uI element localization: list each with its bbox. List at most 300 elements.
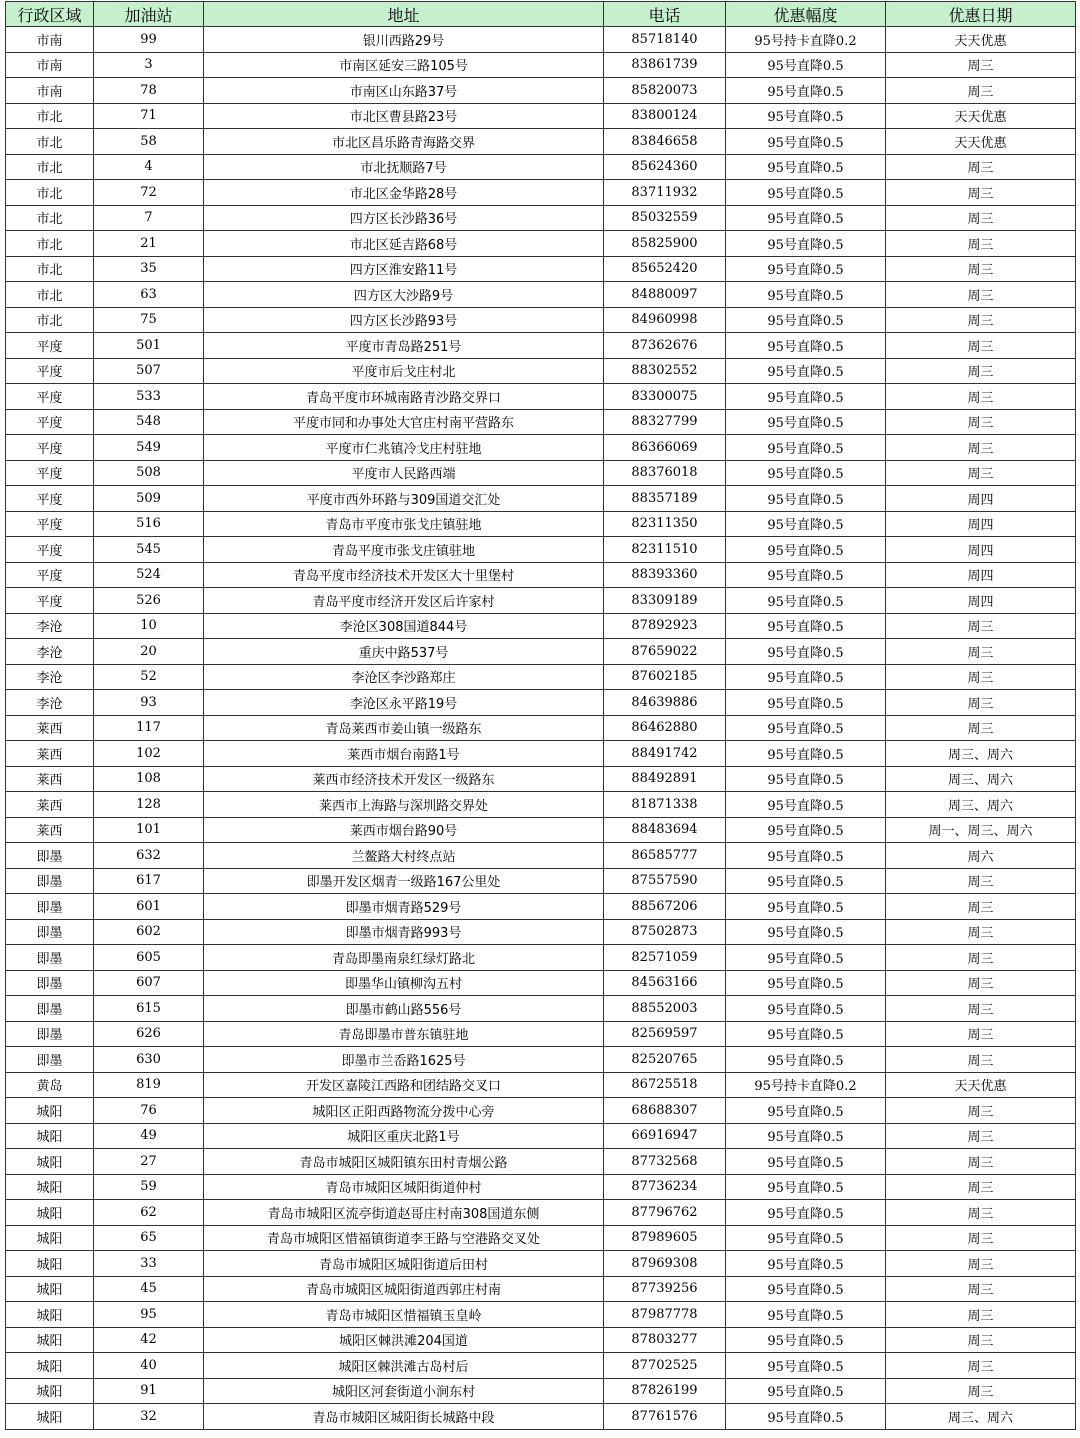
table-row xyxy=(6,537,1076,563)
date-cell: 周三 xyxy=(886,409,1076,435)
discount-cell: 95号直降0.5 xyxy=(726,817,886,843)
region-cell: 平度 xyxy=(6,358,94,384)
table-row xyxy=(6,690,1076,716)
station-cell: 526 xyxy=(94,588,204,614)
table-row xyxy=(6,358,1076,384)
station-cell: 549 xyxy=(94,435,204,461)
station-cell: 59 xyxy=(94,1174,204,1200)
phone-cell: 88302552 xyxy=(604,358,726,384)
discount-cell: 95号直降0.5 xyxy=(726,486,886,512)
discount-cell: 95号直降0.5 xyxy=(726,1149,886,1175)
discount-cell: 95号直降0.5 xyxy=(726,919,886,945)
date-cell: 周三 xyxy=(886,1047,1076,1073)
region-cell: 市南 xyxy=(6,27,94,53)
address-cell: 平度市后戈庄村北 xyxy=(204,358,604,384)
region-cell: 平度 xyxy=(6,537,94,563)
table-row xyxy=(6,792,1076,818)
phone-cell: 87557590 xyxy=(604,868,726,894)
discount-cell: 95号直降0.5 xyxy=(726,103,886,129)
table-row xyxy=(6,817,1076,843)
phone-cell: 87761576 xyxy=(604,1404,726,1430)
region-cell: 市北 xyxy=(6,103,94,129)
date-cell: 周三 xyxy=(886,715,1076,741)
table-row xyxy=(6,1149,1076,1175)
station-cell: 49 xyxy=(94,1123,204,1149)
region-cell: 城阳 xyxy=(6,1174,94,1200)
discount-cell: 95号直降0.5 xyxy=(726,460,886,486)
address-cell: 城阳区棘洪滩古岛村后 xyxy=(204,1353,604,1379)
address-cell: 平度市人民路西端 xyxy=(204,460,604,486)
phone-cell: 81871338 xyxy=(604,792,726,818)
station-cell: 21 xyxy=(94,231,204,257)
table-row xyxy=(6,894,1076,920)
table-row xyxy=(6,333,1076,359)
region-cell: 城阳 xyxy=(6,1098,94,1124)
station-cell: 509 xyxy=(94,486,204,512)
discount-cell: 95号持卡直降0.2 xyxy=(726,1072,886,1098)
station-cell: 548 xyxy=(94,409,204,435)
date-cell: 周三 xyxy=(886,1021,1076,1047)
station-cell: 128 xyxy=(94,792,204,818)
table-row xyxy=(6,27,1076,53)
phone-cell: 84563166 xyxy=(604,970,726,996)
date-cell: 周三、周六 xyxy=(886,766,1076,792)
phone-cell: 87892923 xyxy=(604,613,726,639)
date-cell: 周三 xyxy=(886,435,1076,461)
date-cell: 周三 xyxy=(886,78,1076,104)
discount-cell: 95号直降0.5 xyxy=(726,664,886,690)
date-cell: 周三 xyxy=(886,333,1076,359)
phone-cell: 87987778 xyxy=(604,1302,726,1328)
gas-station-discount-table xyxy=(5,1,1076,1430)
region-cell: 即墨 xyxy=(6,919,94,945)
table-row xyxy=(6,486,1076,512)
discount-cell: 95号直降0.5 xyxy=(726,282,886,308)
station-cell: 45 xyxy=(94,1276,204,1302)
discount-cell: 95号直降0.5 xyxy=(726,613,886,639)
date-cell: 周六 xyxy=(886,843,1076,869)
phone-cell: 88483694 xyxy=(604,817,726,843)
discount-cell: 95号直降0.5 xyxy=(726,868,886,894)
table-row xyxy=(6,384,1076,410)
discount-cell: 95号持卡直降0.2 xyxy=(726,27,886,53)
region-cell: 即墨 xyxy=(6,970,94,996)
address-cell: 重庆中路537号 xyxy=(204,639,604,665)
station-cell: 626 xyxy=(94,1021,204,1047)
discount-cell: 95号直降0.5 xyxy=(726,996,886,1022)
phone-cell: 85820073 xyxy=(604,78,726,104)
date-cell: 周三 xyxy=(886,154,1076,180)
table-row xyxy=(6,1276,1076,1302)
region-cell: 即墨 xyxy=(6,996,94,1022)
date-cell: 周三 xyxy=(886,256,1076,282)
date-cell: 周三 xyxy=(886,205,1076,231)
discount-cell: 95号直降0.5 xyxy=(726,639,886,665)
table-row xyxy=(6,1302,1076,1328)
discount-cell: 95号直降0.5 xyxy=(726,588,886,614)
phone-cell: 85652420 xyxy=(604,256,726,282)
station-cell: 63 xyxy=(94,282,204,308)
region-cell: 平度 xyxy=(6,460,94,486)
address-cell: 莱西市经济技术开发区一级路东 xyxy=(204,766,604,792)
address-cell: 青岛市平度市张戈庄镇驻地 xyxy=(204,511,604,537)
discount-cell: 95号直降0.5 xyxy=(726,78,886,104)
station-cell: 93 xyxy=(94,690,204,716)
region-cell: 平度 xyxy=(6,511,94,537)
address-cell: 平度市西外环路与309国道交汇处 xyxy=(204,486,604,512)
phone-cell: 85032559 xyxy=(604,205,726,231)
phone-cell: 83846658 xyxy=(604,129,726,155)
table-row xyxy=(6,919,1076,945)
region-cell: 平度 xyxy=(6,409,94,435)
discount-cell: 95号直降0.5 xyxy=(726,231,886,257)
phone-cell: 84639886 xyxy=(604,690,726,716)
phone-cell: 83711932 xyxy=(604,180,726,206)
table-row xyxy=(6,180,1076,206)
address-cell: 城阳区河套街道小涧东村 xyxy=(204,1378,604,1404)
address-cell: 四方区大沙路9号 xyxy=(204,282,604,308)
discount-cell: 95号直降0.5 xyxy=(726,333,886,359)
address-cell: 市南区延安三路105号 xyxy=(204,52,604,78)
station-cell: 630 xyxy=(94,1047,204,1073)
date-cell: 周三 xyxy=(886,1123,1076,1149)
phone-cell: 86366069 xyxy=(604,435,726,461)
discount-cell: 95号直降0.5 xyxy=(726,409,886,435)
phone-cell: 87732568 xyxy=(604,1149,726,1175)
discount-cell: 95号直降0.5 xyxy=(726,690,886,716)
header-station: 加油站 xyxy=(94,2,204,27)
region-cell: 莱西 xyxy=(6,792,94,818)
address-cell: 李沧区永平路19号 xyxy=(204,690,604,716)
date-cell: 周四 xyxy=(886,588,1076,614)
table-row xyxy=(6,945,1076,971)
table-row xyxy=(6,868,1076,894)
phone-cell: 84960998 xyxy=(604,307,726,333)
discount-cell: 95号直降0.5 xyxy=(726,358,886,384)
header-phone: 电话 xyxy=(604,2,726,27)
station-cell: 632 xyxy=(94,843,204,869)
date-cell: 周四 xyxy=(886,537,1076,563)
region-cell: 市北 xyxy=(6,282,94,308)
date-cell: 周三 xyxy=(886,282,1076,308)
discount-cell: 95号直降0.5 xyxy=(726,435,886,461)
date-cell: 周三 xyxy=(886,664,1076,690)
station-cell: 617 xyxy=(94,868,204,894)
region-cell: 市南 xyxy=(6,78,94,104)
table-row xyxy=(6,562,1076,588)
phone-cell: 83800124 xyxy=(604,103,726,129)
address-cell: 青岛市城阳区城阳街道西郭庄村南 xyxy=(204,1276,604,1302)
date-cell: 周三 xyxy=(886,1174,1076,1200)
discount-cell: 95号直降0.5 xyxy=(726,180,886,206)
table-row xyxy=(6,129,1076,155)
phone-cell: 87739256 xyxy=(604,1276,726,1302)
region-cell: 城阳 xyxy=(6,1302,94,1328)
station-cell: 101 xyxy=(94,817,204,843)
date-cell: 周三 xyxy=(886,1378,1076,1404)
discount-cell: 95号直降0.5 xyxy=(726,1378,886,1404)
address-cell: 四方区淮安路11号 xyxy=(204,256,604,282)
address-cell: 平度市仁兆镇冷戈庄村驻地 xyxy=(204,435,604,461)
address-cell: 即墨市鹤山路556号 xyxy=(204,996,604,1022)
station-cell: 58 xyxy=(94,129,204,155)
date-cell: 周三 xyxy=(886,1327,1076,1353)
station-cell: 545 xyxy=(94,537,204,563)
header-region: 行政区域 xyxy=(6,2,94,27)
table-row xyxy=(6,639,1076,665)
region-cell: 城阳 xyxy=(6,1225,94,1251)
date-cell: 周三 xyxy=(886,894,1076,920)
phone-cell: 87803277 xyxy=(604,1327,726,1353)
table-row xyxy=(6,970,1076,996)
discount-cell: 95号直降0.5 xyxy=(726,205,886,231)
table-row xyxy=(6,1404,1076,1430)
phone-cell: 82569597 xyxy=(604,1021,726,1047)
region-cell: 市南 xyxy=(6,52,94,78)
table-row xyxy=(6,664,1076,690)
address-cell: 李沧区李沙路郑庄 xyxy=(204,664,604,690)
date-cell: 周一、周三、周六 xyxy=(886,817,1076,843)
station-cell: 507 xyxy=(94,358,204,384)
region-cell: 李沧 xyxy=(6,613,94,639)
phone-cell: 68688307 xyxy=(604,1098,726,1124)
date-cell: 周三、周六 xyxy=(886,741,1076,767)
date-cell: 天天优惠 xyxy=(886,27,1076,53)
discount-cell: 95号直降0.5 xyxy=(726,256,886,282)
address-cell: 即墨开发区烟青一级路167公里处 xyxy=(204,868,604,894)
discount-cell: 95号直降0.5 xyxy=(726,1327,886,1353)
address-cell: 即墨华山镇柳沟五村 xyxy=(204,970,604,996)
phone-cell: 87736234 xyxy=(604,1174,726,1200)
phone-cell: 88376018 xyxy=(604,460,726,486)
table-row xyxy=(6,1353,1076,1379)
region-cell: 城阳 xyxy=(6,1378,94,1404)
table-row xyxy=(6,1225,1076,1251)
region-cell: 即墨 xyxy=(6,868,94,894)
date-cell: 周三 xyxy=(886,996,1076,1022)
date-cell: 周三 xyxy=(886,231,1076,257)
phone-cell: 87362676 xyxy=(604,333,726,359)
address-cell: 青岛市城阳区惜福镇街道李王路与空港路交叉处 xyxy=(204,1225,604,1251)
date-cell: 周三 xyxy=(886,307,1076,333)
region-cell: 市北 xyxy=(6,154,94,180)
region-cell: 莱西 xyxy=(6,817,94,843)
region-cell: 市北 xyxy=(6,205,94,231)
phone-cell: 87602185 xyxy=(604,664,726,690)
date-cell: 周三 xyxy=(886,358,1076,384)
date-cell: 周三 xyxy=(886,1302,1076,1328)
region-cell: 李沧 xyxy=(6,690,94,716)
station-cell: 602 xyxy=(94,919,204,945)
discount-cell: 95号直降0.5 xyxy=(726,1302,886,1328)
table-row xyxy=(6,588,1076,614)
address-cell: 青岛市城阳区城阳街道后田村 xyxy=(204,1251,604,1277)
region-cell: 黄岛 xyxy=(6,1072,94,1098)
station-cell: 33 xyxy=(94,1251,204,1277)
phone-cell: 88327799 xyxy=(604,409,726,435)
address-cell: 兰鳌路大村终点站 xyxy=(204,843,604,869)
address-cell: 城阳区正阳西路物流分拨中心旁 xyxy=(204,1098,604,1124)
address-cell: 即墨市烟青路993号 xyxy=(204,919,604,945)
header-row xyxy=(6,2,1076,27)
station-cell: 76 xyxy=(94,1098,204,1124)
station-cell: 62 xyxy=(94,1200,204,1226)
date-cell: 周三 xyxy=(886,1353,1076,1379)
date-cell: 周三 xyxy=(886,1225,1076,1251)
station-cell: 40 xyxy=(94,1353,204,1379)
address-cell: 青岛即墨市普东镇驻地 xyxy=(204,1021,604,1047)
phone-cell: 82311510 xyxy=(604,537,726,563)
table-row xyxy=(6,1072,1076,1098)
region-cell: 市北 xyxy=(6,256,94,282)
address-cell: 银川西路29号 xyxy=(204,27,604,53)
station-cell: 117 xyxy=(94,715,204,741)
table-header xyxy=(6,2,1076,27)
region-cell: 即墨 xyxy=(6,945,94,971)
region-cell: 即墨 xyxy=(6,894,94,920)
date-cell: 周三 xyxy=(886,690,1076,716)
region-cell: 平度 xyxy=(6,562,94,588)
region-cell: 莱西 xyxy=(6,741,94,767)
region-cell: 市北 xyxy=(6,231,94,257)
address-cell: 即墨市兰岙路1625号 xyxy=(204,1047,604,1073)
address-cell: 李沧区308国道844号 xyxy=(204,613,604,639)
address-cell: 莱西市上海路与深圳路交界处 xyxy=(204,792,604,818)
table-row xyxy=(6,1327,1076,1353)
phone-cell: 87969308 xyxy=(604,1251,726,1277)
address-cell: 青岛市城阳区流亭街道赵哥庄村南308国道东侧 xyxy=(204,1200,604,1226)
table-row xyxy=(6,1174,1076,1200)
address-cell: 青岛市城阳区城阳街道仲村 xyxy=(204,1174,604,1200)
table-row xyxy=(6,52,1076,78)
table-row xyxy=(6,154,1076,180)
table-row xyxy=(6,282,1076,308)
date-cell: 周三 xyxy=(886,919,1076,945)
address-cell: 青岛市城阳区城阳镇东田村青烟公路 xyxy=(204,1149,604,1175)
date-cell: 周三 xyxy=(886,180,1076,206)
phone-cell: 88492891 xyxy=(604,766,726,792)
table-body xyxy=(6,27,1076,1430)
discount-cell: 95号直降0.5 xyxy=(726,52,886,78)
region-cell: 城阳 xyxy=(6,1404,94,1430)
station-cell: 72 xyxy=(94,180,204,206)
date-cell: 周三 xyxy=(886,945,1076,971)
region-cell: 城阳 xyxy=(6,1353,94,1379)
table-row xyxy=(6,409,1076,435)
region-cell: 城阳 xyxy=(6,1200,94,1226)
station-cell: 32 xyxy=(94,1404,204,1430)
table-row xyxy=(6,78,1076,104)
phone-cell: 86725518 xyxy=(604,1072,726,1098)
discount-cell: 95号直降0.5 xyxy=(726,1225,886,1251)
discount-cell: 95号直降0.5 xyxy=(726,129,886,155)
address-cell: 莱西市烟台路90号 xyxy=(204,817,604,843)
phone-cell: 88357189 xyxy=(604,486,726,512)
station-cell: 3 xyxy=(94,52,204,78)
table-row xyxy=(6,205,1076,231)
table-row xyxy=(6,1098,1076,1124)
table-row xyxy=(6,256,1076,282)
address-cell: 莱西市烟台南路1号 xyxy=(204,741,604,767)
discount-cell: 95号直降0.5 xyxy=(726,715,886,741)
table-row xyxy=(6,1200,1076,1226)
address-cell: 市北区曹县路23号 xyxy=(204,103,604,129)
region-cell: 即墨 xyxy=(6,843,94,869)
station-cell: 99 xyxy=(94,27,204,53)
address-cell: 市南区山东路37号 xyxy=(204,78,604,104)
date-cell: 周三 xyxy=(886,613,1076,639)
phone-cell: 85718140 xyxy=(604,27,726,53)
discount-cell: 95号直降0.5 xyxy=(726,511,886,537)
phone-cell: 85624360 xyxy=(604,154,726,180)
table-row xyxy=(6,1123,1076,1149)
station-cell: 35 xyxy=(94,256,204,282)
address-cell: 青岛平度市经济技术开发区大十里堡村 xyxy=(204,562,604,588)
phone-cell: 87826199 xyxy=(604,1378,726,1404)
station-cell: 605 xyxy=(94,945,204,971)
station-cell: 615 xyxy=(94,996,204,1022)
table-row xyxy=(6,613,1076,639)
address-cell: 城阳区重庆北路1号 xyxy=(204,1123,604,1149)
phone-cell: 87659022 xyxy=(604,639,726,665)
table-row xyxy=(6,1047,1076,1073)
region-cell: 市北 xyxy=(6,180,94,206)
address-cell: 开发区嘉陵江西路和团结路交叉口 xyxy=(204,1072,604,1098)
region-cell: 平度 xyxy=(6,333,94,359)
region-cell: 平度 xyxy=(6,486,94,512)
table-row xyxy=(6,103,1076,129)
phone-cell: 88552003 xyxy=(604,996,726,1022)
region-cell: 平度 xyxy=(6,384,94,410)
header-address: 地址 xyxy=(204,2,604,27)
phone-cell: 83861739 xyxy=(604,52,726,78)
region-cell: 城阳 xyxy=(6,1276,94,1302)
date-cell: 天天优惠 xyxy=(886,103,1076,129)
date-cell: 周三、周六 xyxy=(886,1404,1076,1430)
discount-cell: 95号直降0.5 xyxy=(726,741,886,767)
table-row xyxy=(6,996,1076,1022)
date-cell: 周三 xyxy=(886,1098,1076,1124)
address-cell: 平度市青岛路251号 xyxy=(204,333,604,359)
discount-cell: 95号直降0.5 xyxy=(726,307,886,333)
header-discount-date: 优惠日期 xyxy=(886,2,1076,27)
address-cell: 市北区昌乐路青海路交界 xyxy=(204,129,604,155)
discount-cell: 95号直降0.5 xyxy=(726,1251,886,1277)
phone-cell: 85825900 xyxy=(604,231,726,257)
header-discount: 优惠幅度 xyxy=(726,2,886,27)
discount-cell: 95号直降0.5 xyxy=(726,1404,886,1430)
region-cell: 李沧 xyxy=(6,664,94,690)
address-cell: 四方区长沙路93号 xyxy=(204,307,604,333)
discount-cell: 95号直降0.5 xyxy=(726,537,886,563)
discount-cell: 95号直降0.5 xyxy=(726,1098,886,1124)
station-cell: 91 xyxy=(94,1378,204,1404)
date-cell: 周三 xyxy=(886,52,1076,78)
date-cell: 周三 xyxy=(886,1200,1076,1226)
date-cell: 周三、周六 xyxy=(886,792,1076,818)
station-cell: 607 xyxy=(94,970,204,996)
discount-cell: 95号直降0.5 xyxy=(726,1353,886,1379)
table-row xyxy=(6,307,1076,333)
table-row xyxy=(6,1251,1076,1277)
discount-cell: 95号直降0.5 xyxy=(726,945,886,971)
phone-cell: 86585777 xyxy=(604,843,726,869)
discount-cell: 95号直降0.5 xyxy=(726,843,886,869)
region-cell: 城阳 xyxy=(6,1251,94,1277)
date-cell: 周三 xyxy=(886,1149,1076,1175)
station-cell: 78 xyxy=(94,78,204,104)
date-cell: 天天优惠 xyxy=(886,129,1076,155)
